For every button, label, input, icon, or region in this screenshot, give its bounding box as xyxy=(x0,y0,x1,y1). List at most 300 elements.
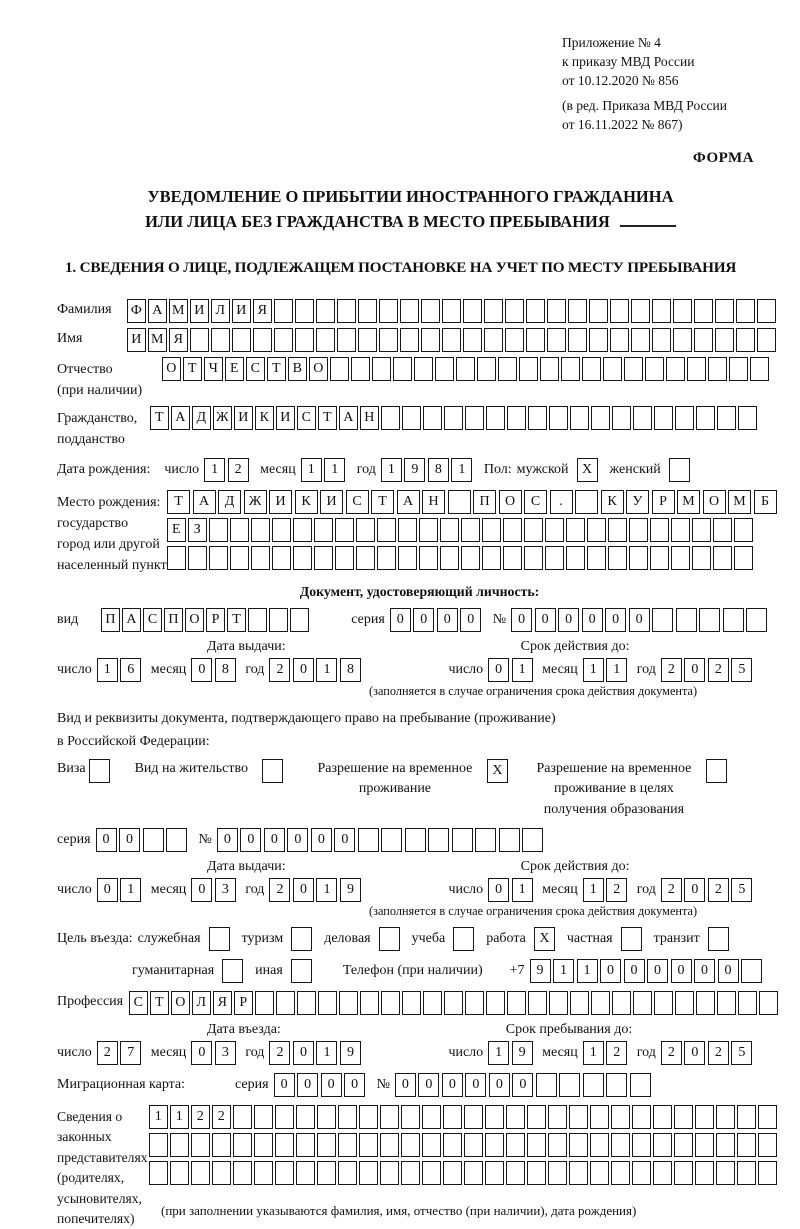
char-cell[interactable]: 0 xyxy=(390,608,411,632)
char-cell[interactable]: Т xyxy=(318,406,337,430)
char-cell[interactable] xyxy=(255,991,274,1015)
char-cell[interactable] xyxy=(566,546,585,570)
char-cell[interactable]: 2 xyxy=(606,1041,627,1065)
char-cell[interactable] xyxy=(506,1105,525,1129)
char-cell[interactable] xyxy=(631,328,650,352)
char-cell[interactable] xyxy=(624,357,643,381)
char-cell[interactable]: 1 xyxy=(149,1105,168,1129)
char-cell[interactable]: А xyxy=(397,490,420,514)
char-cell[interactable]: Р xyxy=(652,490,675,514)
char-cell[interactable] xyxy=(545,546,564,570)
char-cell[interactable] xyxy=(317,1161,336,1185)
char-cell[interactable]: С xyxy=(143,608,162,632)
temp-residence-checkbox[interactable]: X xyxy=(487,759,508,783)
char-cell[interactable] xyxy=(590,1133,609,1157)
char-cell[interactable] xyxy=(358,828,379,852)
char-cell[interactable]: 9 xyxy=(512,1041,533,1065)
char-cell[interactable]: 1 xyxy=(170,1105,189,1129)
char-cell[interactable]: 0 xyxy=(600,959,621,983)
char-cell[interactable] xyxy=(422,1161,441,1185)
char-cell[interactable] xyxy=(339,991,358,1015)
char-cell[interactable] xyxy=(482,518,501,542)
char-cell[interactable] xyxy=(275,1105,294,1129)
char-cell[interactable] xyxy=(272,518,291,542)
purpose-humanitarian-checkbox[interactable] xyxy=(222,959,243,983)
char-cell[interactable] xyxy=(233,1105,252,1129)
char-cell[interactable] xyxy=(536,1073,557,1097)
char-cell[interactable] xyxy=(482,546,501,570)
char-cell[interactable] xyxy=(209,546,228,570)
char-cell[interactable]: И xyxy=(276,406,295,430)
char-cell[interactable]: 0 xyxy=(624,959,645,983)
char-cell[interactable] xyxy=(372,357,391,381)
sex-female-checkbox[interactable] xyxy=(669,458,690,482)
char-cell[interactable]: Д xyxy=(218,490,241,514)
char-cell[interactable] xyxy=(338,1133,357,1157)
char-cell[interactable] xyxy=(232,328,251,352)
char-cell[interactable] xyxy=(652,608,673,632)
char-cell[interactable]: М xyxy=(169,299,188,323)
char-cell[interactable]: 0 xyxy=(191,1041,212,1065)
char-cell[interactable]: М xyxy=(728,490,751,514)
purpose-work-checkbox[interactable]: X xyxy=(534,927,555,951)
char-cell[interactable] xyxy=(380,1105,399,1129)
char-cell[interactable] xyxy=(359,1105,378,1129)
char-cell[interactable]: 0 xyxy=(97,878,118,902)
char-cell[interactable] xyxy=(713,546,732,570)
char-cell[interactable] xyxy=(499,828,520,852)
char-cell[interactable]: 0 xyxy=(488,658,509,682)
char-cell[interactable]: 0 xyxy=(311,828,332,852)
char-cell[interactable]: 0 xyxy=(465,1073,486,1097)
char-cell[interactable] xyxy=(253,328,272,352)
char-cell[interactable] xyxy=(610,299,629,323)
char-cell[interactable]: Б xyxy=(754,490,777,514)
char-cell[interactable] xyxy=(569,1105,588,1129)
char-cell[interactable] xyxy=(443,1133,462,1157)
char-cell[interactable] xyxy=(422,1105,441,1129)
char-cell[interactable] xyxy=(506,1133,525,1157)
char-cell[interactable]: 0 xyxy=(191,658,212,682)
char-cell[interactable]: 0 xyxy=(684,1041,705,1065)
char-cell[interactable] xyxy=(463,299,482,323)
char-cell[interactable]: 1 xyxy=(553,959,574,983)
char-cell[interactable] xyxy=(295,328,314,352)
char-cell[interactable]: 2 xyxy=(97,1041,118,1065)
char-cell[interactable]: 1 xyxy=(324,458,345,482)
char-cell[interactable] xyxy=(717,991,736,1015)
char-cell[interactable] xyxy=(666,357,685,381)
purpose-business-checkbox[interactable] xyxy=(379,927,400,951)
char-cell[interactable] xyxy=(338,1161,357,1185)
char-cell[interactable]: 0 xyxy=(488,878,509,902)
char-cell[interactable] xyxy=(377,518,396,542)
char-cell[interactable] xyxy=(737,1161,756,1185)
char-cell[interactable]: 0 xyxy=(512,1073,533,1097)
char-cell[interactable]: Н xyxy=(422,490,445,514)
char-cell[interactable] xyxy=(653,1133,672,1157)
char-cell[interactable]: Я xyxy=(253,299,272,323)
char-cell[interactable] xyxy=(610,328,629,352)
char-cell[interactable] xyxy=(590,1105,609,1129)
char-cell[interactable] xyxy=(611,1161,630,1185)
char-cell[interactable]: 1 xyxy=(120,878,141,902)
char-cell[interactable]: Е xyxy=(167,518,186,542)
char-cell[interactable] xyxy=(548,1133,567,1157)
char-cell[interactable] xyxy=(380,1161,399,1185)
char-cell[interactable]: И xyxy=(320,490,343,514)
char-cell[interactable] xyxy=(402,991,421,1015)
char-cell[interactable]: И xyxy=(190,299,209,323)
char-cell[interactable]: 0 xyxy=(334,828,355,852)
char-cell[interactable] xyxy=(741,959,762,983)
char-cell[interactable]: 3 xyxy=(215,878,236,902)
char-cell[interactable] xyxy=(653,1105,672,1129)
char-cell[interactable] xyxy=(419,518,438,542)
char-cell[interactable]: 0 xyxy=(217,828,238,852)
char-cell[interactable]: 2 xyxy=(269,658,290,682)
char-cell[interactable] xyxy=(274,328,293,352)
char-cell[interactable] xyxy=(589,328,608,352)
char-cell[interactable]: 1 xyxy=(451,458,472,482)
char-cell[interactable] xyxy=(423,406,442,430)
char-cell[interactable]: 0 xyxy=(694,959,715,983)
char-cell[interactable]: 2 xyxy=(708,658,729,682)
char-cell[interactable]: 0 xyxy=(297,1073,318,1097)
char-cell[interactable] xyxy=(274,299,293,323)
char-cell[interactable] xyxy=(254,1161,273,1185)
char-cell[interactable] xyxy=(442,328,461,352)
char-cell[interactable] xyxy=(314,518,333,542)
char-cell[interactable] xyxy=(591,991,610,1015)
char-cell[interactable]: С xyxy=(246,357,265,381)
char-cell[interactable] xyxy=(356,546,375,570)
char-cell[interactable]: 9 xyxy=(340,1041,361,1065)
char-cell[interactable] xyxy=(297,991,316,1015)
char-cell[interactable] xyxy=(393,357,412,381)
char-cell[interactable]: С xyxy=(297,406,316,430)
char-cell[interactable]: 2 xyxy=(212,1105,231,1129)
char-cell[interactable] xyxy=(746,608,767,632)
purpose-other-checkbox[interactable] xyxy=(291,959,312,983)
purpose-private-checkbox[interactable] xyxy=(621,927,642,951)
char-cell[interactable] xyxy=(166,828,187,852)
char-cell[interactable] xyxy=(448,490,471,514)
char-cell[interactable]: 9 xyxy=(340,878,361,902)
char-cell[interactable] xyxy=(524,546,543,570)
char-cell[interactable] xyxy=(269,608,288,632)
char-cell[interactable] xyxy=(695,1161,714,1185)
sex-male-checkbox[interactable]: X xyxy=(577,458,598,482)
char-cell[interactable] xyxy=(694,299,713,323)
char-cell[interactable] xyxy=(335,546,354,570)
char-cell[interactable] xyxy=(561,357,580,381)
char-cell[interactable] xyxy=(356,518,375,542)
char-cell[interactable]: Т xyxy=(267,357,286,381)
char-cell[interactable]: Ч xyxy=(204,357,223,381)
char-cell[interactable] xyxy=(590,1161,609,1185)
char-cell[interactable]: 2 xyxy=(269,878,290,902)
char-cell[interactable] xyxy=(736,299,755,323)
char-cell[interactable] xyxy=(569,1161,588,1185)
char-cell[interactable]: И xyxy=(234,406,253,430)
char-cell[interactable] xyxy=(251,518,270,542)
char-cell[interactable] xyxy=(314,546,333,570)
char-cell[interactable] xyxy=(611,1105,630,1129)
char-cell[interactable] xyxy=(275,1133,294,1157)
char-cell[interactable] xyxy=(676,608,697,632)
char-cell[interactable] xyxy=(654,991,673,1015)
char-cell[interactable] xyxy=(401,1133,420,1157)
char-cell[interactable] xyxy=(674,1133,693,1157)
char-cell[interactable] xyxy=(251,546,270,570)
char-cell[interactable]: И xyxy=(127,328,146,352)
char-cell[interactable] xyxy=(612,991,631,1015)
char-cell[interactable] xyxy=(629,518,648,542)
char-cell[interactable] xyxy=(717,406,736,430)
char-cell[interactable]: О xyxy=(171,991,190,1015)
char-cell[interactable]: 0 xyxy=(460,608,481,632)
char-cell[interactable]: 0 xyxy=(293,658,314,682)
char-cell[interactable]: 1 xyxy=(583,1041,604,1065)
char-cell[interactable] xyxy=(650,518,669,542)
char-cell[interactable] xyxy=(548,1161,567,1185)
char-cell[interactable] xyxy=(275,1161,294,1185)
char-cell[interactable] xyxy=(612,406,631,430)
char-cell[interactable] xyxy=(652,299,671,323)
char-cell[interactable] xyxy=(338,1105,357,1129)
char-cell[interactable]: М xyxy=(148,328,167,352)
char-cell[interactable] xyxy=(505,328,524,352)
char-cell[interactable]: О xyxy=(703,490,726,514)
residence-permit-checkbox[interactable] xyxy=(262,759,283,783)
char-cell[interactable] xyxy=(671,518,690,542)
char-cell[interactable] xyxy=(633,406,652,430)
char-cell[interactable]: С xyxy=(524,490,547,514)
char-cell[interactable] xyxy=(149,1133,168,1157)
char-cell[interactable] xyxy=(254,1105,273,1129)
char-cell[interactable] xyxy=(734,546,753,570)
char-cell[interactable]: 1 xyxy=(512,878,533,902)
char-cell[interactable] xyxy=(526,328,545,352)
char-cell[interactable] xyxy=(608,518,627,542)
char-cell[interactable] xyxy=(507,991,526,1015)
char-cell[interactable] xyxy=(143,828,164,852)
char-cell[interactable] xyxy=(444,406,463,430)
char-cell[interactable] xyxy=(738,406,757,430)
char-cell[interactable]: 1 xyxy=(512,658,533,682)
char-cell[interactable]: 1 xyxy=(381,458,402,482)
char-cell[interactable]: 2 xyxy=(661,658,682,682)
char-cell[interactable] xyxy=(540,357,559,381)
char-cell[interactable] xyxy=(272,546,291,570)
char-cell[interactable] xyxy=(759,991,778,1015)
char-cell[interactable] xyxy=(723,608,744,632)
char-cell[interactable]: 2 xyxy=(708,878,729,902)
char-cell[interactable] xyxy=(400,299,419,323)
char-cell[interactable] xyxy=(611,1133,630,1157)
char-cell[interactable] xyxy=(442,299,461,323)
char-cell[interactable] xyxy=(461,518,480,542)
char-cell[interactable] xyxy=(170,1133,189,1157)
char-cell[interactable] xyxy=(464,1105,483,1129)
char-cell[interactable]: 2 xyxy=(228,458,249,482)
char-cell[interactable]: Т xyxy=(167,490,190,514)
char-cell[interactable] xyxy=(549,991,568,1015)
char-cell[interactable] xyxy=(330,357,349,381)
char-cell[interactable] xyxy=(443,1105,462,1129)
char-cell[interactable]: С xyxy=(129,991,148,1015)
char-cell[interactable]: 1 xyxy=(316,658,337,682)
char-cell[interactable] xyxy=(507,406,526,430)
char-cell[interactable]: 1 xyxy=(316,1041,337,1065)
char-cell[interactable]: Т xyxy=(183,357,202,381)
char-cell[interactable] xyxy=(398,546,417,570)
char-cell[interactable] xyxy=(317,1133,336,1157)
char-cell[interactable] xyxy=(630,1073,651,1097)
char-cell[interactable] xyxy=(209,518,228,542)
char-cell[interactable]: П xyxy=(164,608,183,632)
char-cell[interactable]: 0 xyxy=(629,608,650,632)
char-cell[interactable] xyxy=(587,546,606,570)
char-cell[interactable] xyxy=(463,328,482,352)
char-cell[interactable] xyxy=(737,1105,756,1129)
char-cell[interactable]: 9 xyxy=(530,959,551,983)
char-cell[interactable] xyxy=(465,991,484,1015)
char-cell[interactable] xyxy=(248,608,267,632)
char-cell[interactable] xyxy=(715,328,734,352)
char-cell[interactable] xyxy=(484,328,503,352)
char-cell[interactable] xyxy=(191,1161,210,1185)
char-cell[interactable]: 1 xyxy=(97,658,118,682)
char-cell[interactable] xyxy=(737,1133,756,1157)
char-cell[interactable]: У xyxy=(626,490,649,514)
char-cell[interactable]: Р xyxy=(206,608,225,632)
char-cell[interactable]: 9 xyxy=(404,458,425,482)
char-cell[interactable] xyxy=(167,546,186,570)
char-cell[interactable] xyxy=(654,406,673,430)
char-cell[interactable] xyxy=(485,1133,504,1157)
char-cell[interactable]: 0 xyxy=(489,1073,510,1097)
char-cell[interactable] xyxy=(428,828,449,852)
char-cell[interactable] xyxy=(337,299,356,323)
char-cell[interactable] xyxy=(358,299,377,323)
char-cell[interactable]: 0 xyxy=(293,878,314,902)
char-cell[interactable] xyxy=(505,299,524,323)
char-cell[interactable] xyxy=(757,299,776,323)
char-cell[interactable]: О xyxy=(499,490,522,514)
char-cell[interactable]: Р xyxy=(234,991,253,1015)
char-cell[interactable] xyxy=(673,328,692,352)
char-cell[interactable] xyxy=(380,1133,399,1157)
char-cell[interactable] xyxy=(633,991,652,1015)
char-cell[interactable] xyxy=(381,406,400,430)
char-cell[interactable] xyxy=(506,1161,525,1185)
char-cell[interactable]: К xyxy=(255,406,274,430)
char-cell[interactable]: К xyxy=(295,490,318,514)
char-cell[interactable] xyxy=(716,1161,735,1185)
char-cell[interactable]: А xyxy=(148,299,167,323)
char-cell[interactable] xyxy=(452,828,473,852)
char-cell[interactable] xyxy=(692,518,711,542)
char-cell[interactable] xyxy=(444,991,463,1015)
char-cell[interactable] xyxy=(400,328,419,352)
char-cell[interactable]: 0 xyxy=(119,828,140,852)
char-cell[interactable] xyxy=(317,1105,336,1129)
char-cell[interactable]: А xyxy=(122,608,141,632)
char-cell[interactable]: 0 xyxy=(287,828,308,852)
char-cell[interactable]: И xyxy=(269,490,292,514)
char-cell[interactable]: Т xyxy=(371,490,394,514)
char-cell[interactable] xyxy=(645,357,664,381)
purpose-official-checkbox[interactable] xyxy=(209,927,230,951)
char-cell[interactable]: 0 xyxy=(321,1073,342,1097)
char-cell[interactable] xyxy=(568,328,587,352)
char-cell[interactable] xyxy=(527,1133,546,1157)
char-cell[interactable]: С xyxy=(346,490,369,514)
char-cell[interactable] xyxy=(414,357,433,381)
char-cell[interactable] xyxy=(675,406,694,430)
char-cell[interactable] xyxy=(377,546,396,570)
char-cell[interactable] xyxy=(290,608,309,632)
char-cell[interactable] xyxy=(570,991,589,1015)
char-cell[interactable] xyxy=(440,518,459,542)
char-cell[interactable]: 5 xyxy=(731,1041,752,1065)
char-cell[interactable] xyxy=(316,299,335,323)
char-cell[interactable] xyxy=(398,518,417,542)
char-cell[interactable] xyxy=(673,299,692,323)
char-cell[interactable]: 1 xyxy=(204,458,225,482)
char-cell[interactable]: 8 xyxy=(428,458,449,482)
char-cell[interactable] xyxy=(230,546,249,570)
char-cell[interactable] xyxy=(401,1161,420,1185)
char-cell[interactable]: 0 xyxy=(605,608,626,632)
char-cell[interactable] xyxy=(696,991,715,1015)
char-cell[interactable] xyxy=(734,518,753,542)
char-cell[interactable]: 1 xyxy=(577,959,598,983)
char-cell[interactable]: О xyxy=(162,357,181,381)
char-cell[interactable] xyxy=(608,546,627,570)
char-cell[interactable] xyxy=(583,1073,604,1097)
char-cell[interactable]: Д xyxy=(192,406,211,430)
char-cell[interactable] xyxy=(358,328,377,352)
char-cell[interactable] xyxy=(674,1161,693,1185)
char-cell[interactable] xyxy=(695,1105,714,1129)
char-cell[interactable]: 0 xyxy=(437,608,458,632)
char-cell[interactable]: Я xyxy=(213,991,232,1015)
char-cell[interactable] xyxy=(464,1133,483,1157)
char-cell[interactable] xyxy=(190,328,209,352)
char-cell[interactable] xyxy=(687,357,706,381)
char-cell[interactable] xyxy=(519,357,538,381)
char-cell[interactable] xyxy=(729,357,748,381)
char-cell[interactable] xyxy=(254,1133,273,1157)
char-cell[interactable] xyxy=(360,991,379,1015)
char-cell[interactable]: 0 xyxy=(647,959,668,983)
char-cell[interactable]: 5 xyxy=(731,878,752,902)
char-cell[interactable] xyxy=(653,1161,672,1185)
char-cell[interactable] xyxy=(402,406,421,430)
char-cell[interactable] xyxy=(568,299,587,323)
char-cell[interactable] xyxy=(632,1161,651,1185)
char-cell[interactable]: 0 xyxy=(191,878,212,902)
char-cell[interactable] xyxy=(632,1133,651,1157)
char-cell[interactable] xyxy=(528,991,547,1015)
char-cell[interactable]: 7 xyxy=(120,1041,141,1065)
char-cell[interactable] xyxy=(603,357,622,381)
char-cell[interactable] xyxy=(528,406,547,430)
char-cell[interactable]: 0 xyxy=(293,1041,314,1065)
